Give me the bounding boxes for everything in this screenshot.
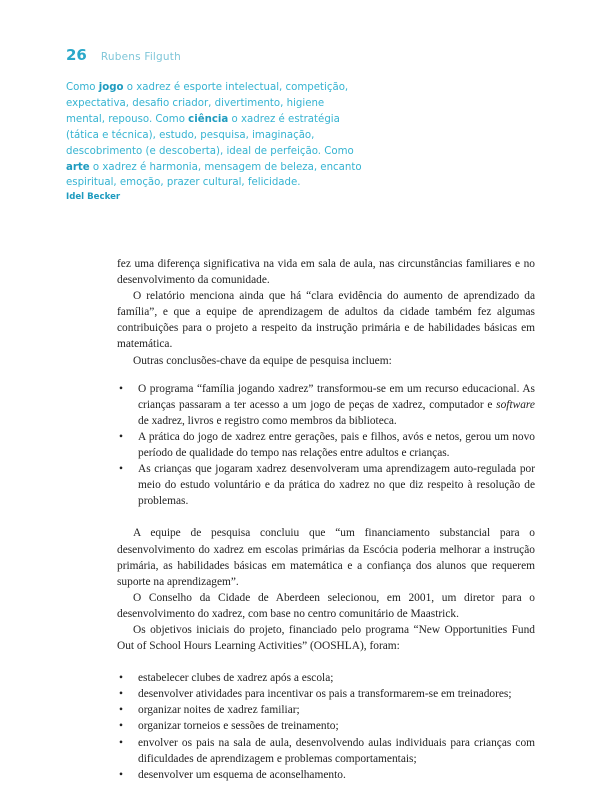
objectives-list [117, 670, 535, 783]
bullet-icon: • [119, 463, 123, 476]
page-number: 26 [66, 46, 87, 64]
epigraph-keyword-jogo: jogo [98, 82, 124, 93]
emphasis: software [496, 398, 535, 411]
paragraph: fez uma diferença significativa na vida em sala de aula, nas circunstâncias familiares e no desenvolvimento da comunidade. [117, 258, 535, 287]
paragraph: O Conselho da Cidade de Aberdeen selecionou, em 2001, um diretor para o desenvolvimento do xadrez, com base no centro comunitário de Maastrick. [117, 591, 535, 620]
bullet-icon: • [119, 672, 123, 685]
bullet-icon: • [119, 704, 123, 717]
epigraph-quote: Como jogo o xadrez é esporte intelectual, competição, expectativa, desafio criador, divertimento, higiene mental, repouso. Como ciência o xadrez é estratégia (tática e técnica), estudo, pesquisa, imaginação, descobrimento (e descoberta), ideal de perfeição. Como arte o xadrez é harmonia, mensagem de beleza, encanto espiritual, emoção, prazer cultural, felicidade. [66, 82, 362, 189]
paragraph: Outras conclusões-chave da equipe de pesquisa incluem: [133, 354, 392, 367]
conclusions-list [117, 381, 535, 510]
bullet-icon: • [119, 720, 123, 733]
bullet-icon: • [119, 430, 123, 443]
list-item: • O programa “família jogando xadrez” transformou-se em um recurso educacional. As crianças passaram a ter acesso a um jogo de peças de xadrez, computador e software de xadrez, livros e registro como membros da biblioteca. [119, 382, 535, 427]
list-item: • As crianças que jogaram xadrez desenvolveram uma aprendizagem auto-regulada por meio do estudo voluntário e da prática do xadrez no que diz respeito à resolução de problemas. [119, 463, 535, 508]
paragraph: A equipe de pesquisa concluiu que “um financiamento substancial para o desenvolvimento do xadrez em escolas primárias da Escócia poderia melhorar a instrução primária, as habilidades básicas em matemática e a confiança dos alunos que requerem suporte na aprendizagem”. [117, 527, 535, 588]
list-item: • desenvolver um esquema de aconselhamento. [117, 767, 535, 783]
list-item: • estabelecer clubes de xadrez após a escola; [117, 670, 535, 686]
bullet-icon: • [119, 736, 123, 749]
epigraph [66, 80, 366, 202]
list-item: • A prática do jogo de xadrez entre gerações, pais e filhos, avós e netos, gerou um novo período de qualidade do tempo nas relações entre adultos e crianças. [119, 430, 535, 460]
paragraph: Os objetivos iniciais do projeto, financiado pelo programa “New Opportunities Fund Out of School Hours Learning Activities” (OOSHLA), foram: [117, 623, 535, 653]
body-text [117, 256, 535, 783]
running-head-author: Rubens Filguth [100, 51, 181, 63]
bullet-icon: • [119, 768, 123, 781]
bullet-icon: • [119, 382, 123, 395]
list-item: • desenvolver atividades para incentivar os pais a transformarem-se em treinadores; [117, 686, 535, 702]
list-item: • envolver os pais na sala de aula, desenvolvendo aulas individuais para crianças com dificuldades de aprendizagem e problemas comportamentais; [119, 736, 535, 765]
paragraph: O relatório menciona ainda que há “clara evidência do aumento de aprendizado da família”, e que a equipe de aprendizagem de adultos da cidade também fez algumas contribuições para o projeto a respeito da instrução primária e de habilidades básicas em matemática. [117, 290, 535, 351]
page-header [66, 46, 181, 64]
epigraph-keyword-ciencia: ciência [188, 113, 229, 125]
epigraph-keyword-arte: arte [66, 161, 90, 173]
list-item: • organizar torneios e sessões de treinamento; [117, 718, 535, 734]
list-item: • organizar noites de xadrez familiar; [117, 702, 535, 718]
epigraph-author: Idel Becker [66, 192, 121, 203]
bullet-icon: • [119, 688, 123, 701]
